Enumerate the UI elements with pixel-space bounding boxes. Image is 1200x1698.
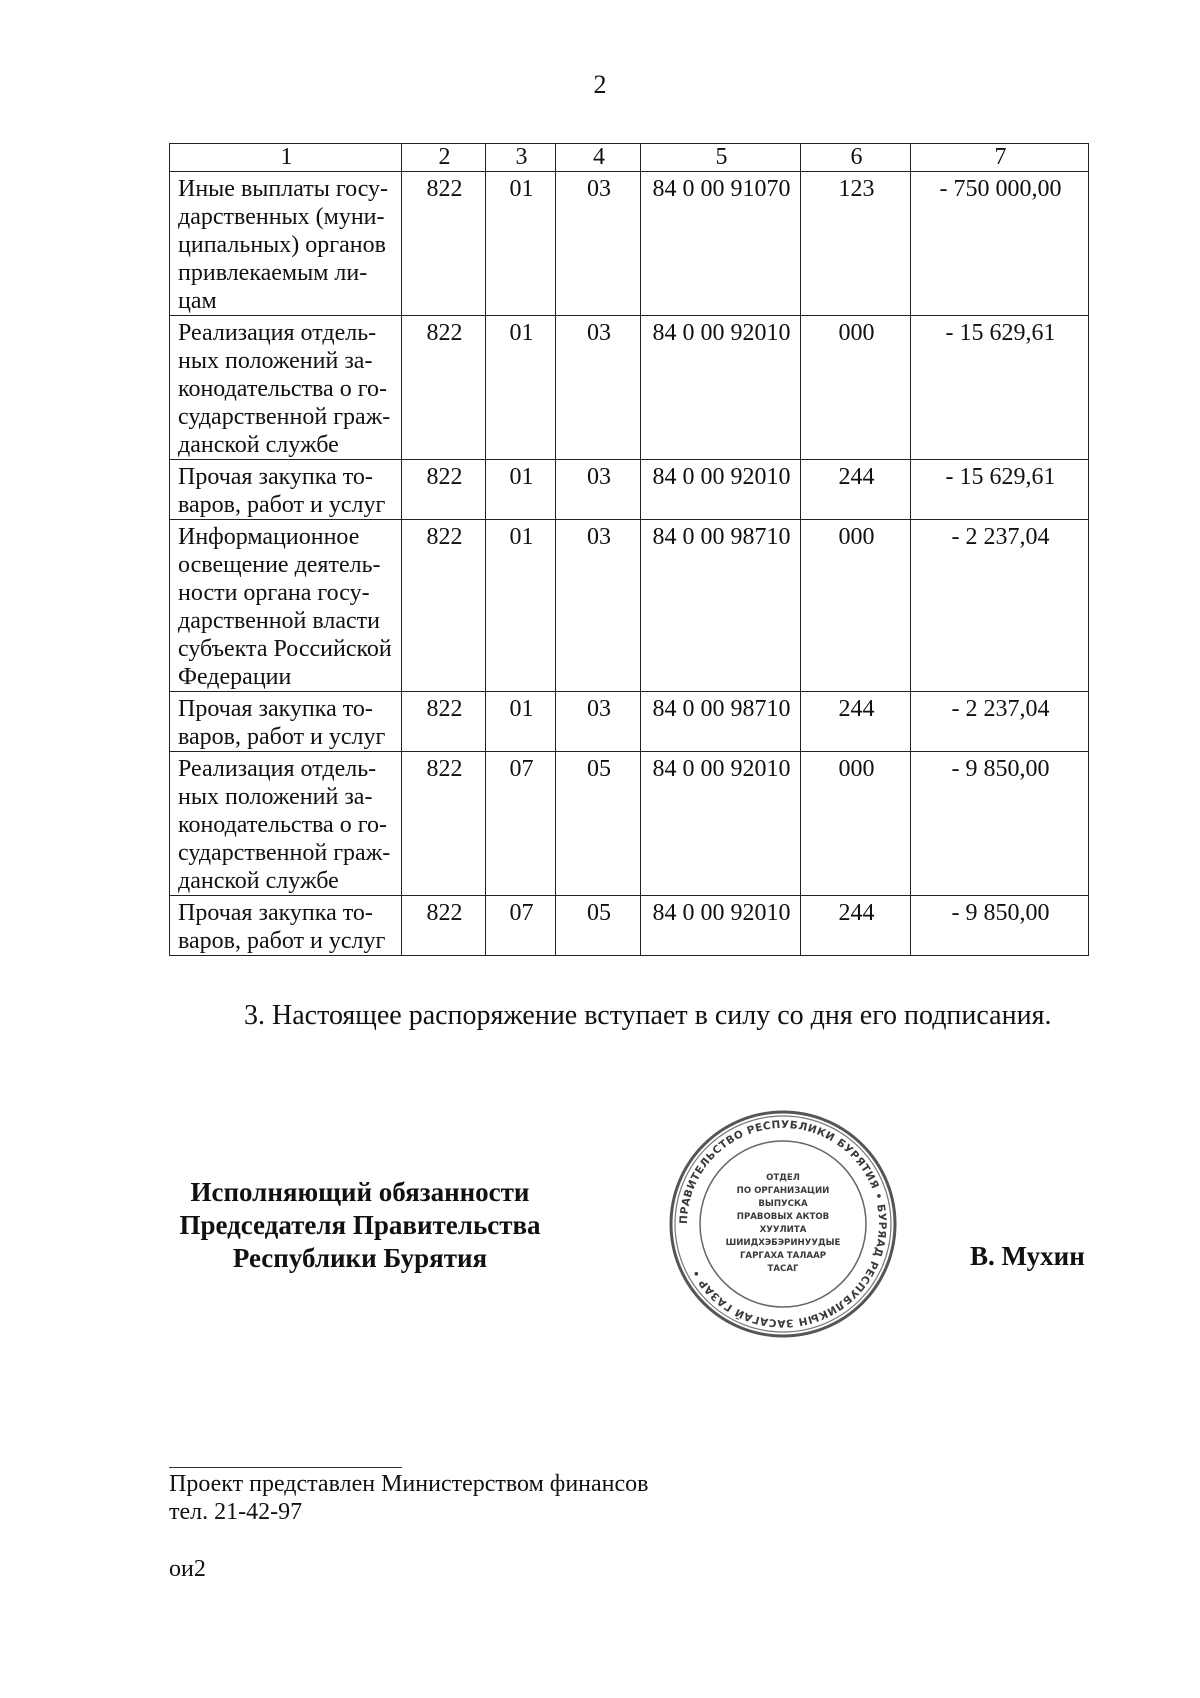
table-cell: 244 — [801, 692, 911, 752]
seal-line: ХУУЛИТА — [759, 1225, 807, 1235]
description-line: Иные выплаты госу- — [178, 176, 389, 202]
table-cell: 244 — [801, 896, 911, 956]
table-cell: 03 — [556, 520, 641, 692]
header-cell: 6 — [801, 144, 911, 172]
table-cell: 822 — [402, 692, 486, 752]
table-row — [170, 316, 1089, 460]
row-description — [170, 896, 402, 956]
table-cell: 07 — [486, 752, 556, 896]
table-cell: 822 — [402, 896, 486, 956]
table-cell: 84 0 00 98710 — [641, 692, 801, 752]
header-cell: 7 — [911, 144, 1089, 172]
signature-position — [168, 1176, 552, 1275]
table-cell: 244 — [801, 460, 911, 520]
description-line: освещение деятель- — [178, 552, 381, 578]
table-cell: 000 — [801, 520, 911, 692]
description-line: сударственной граж- — [178, 840, 391, 866]
description-line: Федерации — [178, 664, 292, 690]
description-line: привлекаемым ли- — [178, 260, 368, 286]
table-cell: 000 — [801, 316, 911, 460]
description-line: варов, работ и услуг — [178, 724, 386, 750]
header-cell: 1 — [170, 144, 402, 172]
table-cell: 01 — [486, 692, 556, 752]
description-line: Реализация отдель- — [178, 320, 377, 346]
description-line: данской службе — [178, 432, 339, 458]
header-cell: 2 — [402, 144, 486, 172]
description-line: конодательства о го- — [178, 812, 387, 838]
seal-outer-text: ПРАВИТЕЛЬСТВО РЕСПУБЛИКИ БУРЯТИЯ • БУРЯАД РЕСПУБЛИКЫН ЗАСАГАЙ ГАЗАР • — [677, 1118, 889, 1330]
row-description — [170, 316, 402, 460]
official-seal — [667, 1108, 899, 1340]
table-cell: 84 0 00 92010 — [641, 896, 801, 956]
description-line: Прочая закупка то- — [178, 696, 373, 722]
description-line: сударственной граж- — [178, 404, 391, 430]
row-description — [170, 460, 402, 520]
table-cell: 07 — [486, 896, 556, 956]
clause-text: 3. Настоящее распоряжение вступает в силу со дня его подписания. — [244, 1000, 1052, 1031]
position-line: Председателя Правительства — [179, 1210, 541, 1240]
footnote-line: тел. 21-42-97 — [169, 1499, 303, 1525]
footnote-divider — [169, 1467, 402, 1468]
description-line: конодательства о го- — [178, 376, 387, 402]
row-description — [170, 692, 402, 752]
description-line: ных положений за- — [178, 348, 373, 374]
table-cell: - 2 237,04 — [911, 692, 1089, 752]
table-cell: 84 0 00 92010 — [641, 316, 801, 460]
footnote — [169, 1470, 649, 1526]
table-cell: 01 — [486, 460, 556, 520]
description-line: субъекта Российской — [178, 636, 392, 662]
table-cell: 05 — [556, 896, 641, 956]
description-line: цам — [178, 288, 217, 314]
table-cell: - 9 850,00 — [911, 896, 1089, 956]
row-description — [170, 752, 402, 896]
table-cell: 000 — [801, 752, 911, 896]
table-cell: 84 0 00 92010 — [641, 460, 801, 520]
seal-line: ОТДЕЛ — [766, 1173, 800, 1183]
svg-text:ПРАВИТЕЛЬСТВО РЕСПУБЛИКИ БУРЯТ — [678, 1119, 888, 1329]
table-cell: 822 — [402, 316, 486, 460]
table-cell: 822 — [402, 752, 486, 896]
table-cell: 84 0 00 92010 — [641, 752, 801, 896]
description-line: Информационное — [178, 524, 360, 550]
table-cell: - 9 850,00 — [911, 752, 1089, 896]
seal-line: ПРАВОВЫХ АКТОВ — [736, 1212, 830, 1222]
description-line: Прочая закупка то- — [178, 900, 373, 926]
table-cell: 03 — [556, 692, 641, 752]
signer-name: В. Мухин — [970, 1241, 1085, 1271]
table-cell: 84 0 00 98710 — [641, 520, 801, 692]
position-line: Республики Бурятия — [232, 1243, 488, 1273]
table-cell: - 2 237,04 — [911, 520, 1089, 692]
footnote-line: Проект представлен Министерством финансов — [169, 1471, 649, 1497]
description-line: варов, работ и услуг — [178, 928, 386, 954]
description-line: ности органа госу- — [178, 580, 370, 606]
description-line: дарственной власти — [178, 608, 381, 634]
table-row — [170, 460, 1089, 520]
table-cell: - 750 000,00 — [911, 172, 1089, 316]
seal-line: ШИИДХЭБЭРИНУУДЫЕ — [725, 1238, 841, 1248]
description-line: варов, работ и услуг — [178, 492, 386, 518]
header-cell: 4 — [556, 144, 641, 172]
table-cell: - 15 629,61 — [911, 460, 1089, 520]
table-cell: 822 — [402, 460, 486, 520]
document-code: ои2 — [169, 1556, 206, 1582]
table-row — [170, 692, 1089, 752]
table-row — [170, 172, 1089, 316]
row-description — [170, 520, 402, 692]
description-line: дарственных (муни- — [178, 204, 385, 230]
seal-line: ГАРГАХА ТАЛААР — [739, 1251, 827, 1261]
description-line: Прочая закупка то- — [178, 464, 373, 490]
page-number: 2 — [593, 70, 607, 99]
table-header-row — [170, 144, 1089, 172]
table-cell: 05 — [556, 752, 641, 896]
table-cell: 822 — [402, 520, 486, 692]
table-row — [170, 752, 1089, 896]
table-cell: 01 — [486, 316, 556, 460]
seal-line: ТАСАГ — [767, 1264, 799, 1274]
header-cell: 5 — [641, 144, 801, 172]
budget-table — [169, 143, 1089, 956]
description-line: ципальных) органов — [178, 232, 386, 258]
row-description — [170, 172, 402, 316]
table-cell: 01 — [486, 520, 556, 692]
table-cell: 03 — [556, 460, 641, 520]
table-cell: 84 0 00 91070 — [641, 172, 801, 316]
table-cell: 822 — [402, 172, 486, 316]
table-cell: 03 — [556, 172, 641, 316]
description-line: ных положений за- — [178, 784, 373, 810]
header-cell: 3 — [486, 144, 556, 172]
description-line: данской службе — [178, 868, 339, 894]
position-line: Исполняющий обязанности — [190, 1177, 530, 1207]
table-cell: 03 — [556, 316, 641, 460]
description-line: Реализация отдель- — [178, 756, 377, 782]
table-cell: 123 — [801, 172, 911, 316]
seal-line: ПО ОРГАНИЗАЦИИ — [736, 1186, 830, 1196]
table-row — [170, 520, 1089, 692]
table-row — [170, 896, 1089, 956]
table-cell: 01 — [486, 172, 556, 316]
table-cell: - 15 629,61 — [911, 316, 1089, 460]
seal-line: ВЫПУСКА — [758, 1199, 808, 1209]
